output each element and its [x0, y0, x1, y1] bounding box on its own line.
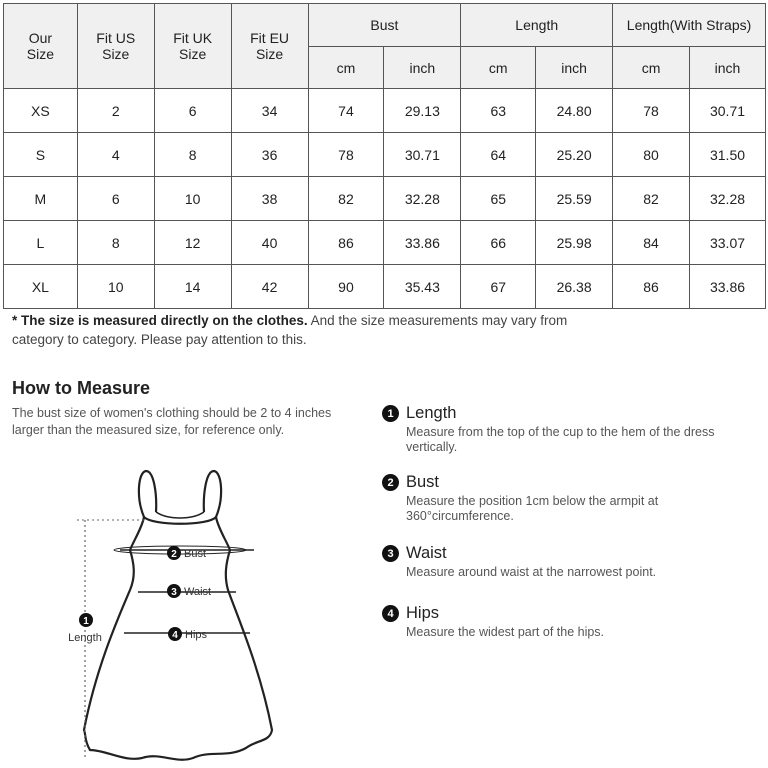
header-fit-us: Fit US Size [77, 4, 154, 89]
table-cell: 25.20 [536, 133, 613, 177]
table-row [4, 177, 766, 221]
subheader-inch: inch [536, 47, 613, 89]
table-cell: 30.71 [690, 89, 766, 133]
table-cell: 86 [613, 265, 690, 309]
step-number-badge: 2 [382, 474, 399, 491]
table-cell: 34 [231, 89, 308, 133]
size-chart-table [3, 3, 766, 309]
table-cell: 30.71 [384, 133, 461, 177]
step-title: Hips [406, 604, 440, 622]
table-cell: 82 [308, 177, 384, 221]
step-description: Measure the position 1cm below the armpit at 360°circumference. [406, 494, 659, 523]
header-length: Length [461, 4, 613, 47]
table-cell: 8 [77, 221, 154, 265]
table-cell: 6 [77, 177, 154, 221]
table-cell: 25.98 [536, 221, 613, 265]
table-cell: 42 [231, 265, 308, 309]
table-cell: 10 [154, 177, 231, 221]
table-cell: 84 [613, 221, 690, 265]
hips-label: Hips [185, 629, 208, 641]
table-cell: 6 [154, 89, 231, 133]
table-cell: 32.28 [690, 177, 766, 221]
bust-label: Bust [184, 548, 207, 560]
step-number-badge: 4 [382, 605, 399, 622]
table-row [4, 133, 766, 177]
table-cell: 90 [308, 265, 384, 309]
step-waist [382, 544, 752, 580]
size-note-bold: * The size is measured directly on the clothes. [12, 313, 308, 328]
table-cell: 31.50 [690, 133, 766, 177]
waist-label: Waist [184, 586, 212, 598]
table-cell: 35.43 [384, 265, 461, 309]
hips-number: 4 [172, 630, 178, 641]
subheader-cm: cm [308, 47, 384, 89]
table-cell: 14 [154, 265, 231, 309]
header-fit-uk: Fit UK Size [154, 4, 231, 89]
table-cell: 80 [613, 133, 690, 177]
table-cell: 12 [154, 221, 231, 265]
table-cell: 4 [77, 133, 154, 177]
subheader-inch: inch [384, 47, 461, 89]
header-bust: Bust [308, 4, 461, 47]
step-bust [382, 473, 752, 524]
step-number-badge: 3 [382, 545, 399, 562]
table-row [4, 89, 766, 133]
subheader-cm: cm [461, 47, 536, 89]
table-cell: L [4, 221, 78, 265]
step-description: Measure from the top of the cup to the hem of the dress vertically. [406, 425, 715, 454]
table-cell: 33.07 [690, 221, 766, 265]
header-length-with-straps: Length(With Straps) [613, 4, 766, 47]
size-note [12, 311, 612, 349]
dress-diagram [58, 468, 298, 768]
table-cell: 26.38 [536, 265, 613, 309]
size-note-rest: And the size measurements may vary from category to category. Please pay attention to this. [12, 313, 568, 347]
step-title: Waist [406, 544, 447, 562]
table-cell: 29.13 [384, 89, 461, 133]
step-description: Measure the widest part of the hips. [406, 625, 605, 639]
size-table-body [4, 89, 766, 309]
table-cell: 10 [77, 265, 154, 309]
table-cell: 67 [461, 265, 536, 309]
subheader-cm: cm [613, 47, 690, 89]
step-number-badge: 1 [382, 405, 399, 422]
table-cell: M [4, 177, 78, 221]
how-to-measure-description: The bust size of women's clothing should be 2 to 4 inches larger than the measured size, for reference only. [12, 406, 332, 437]
dress-illustration [58, 468, 298, 768]
table-cell: 8 [154, 133, 231, 177]
neckline [156, 512, 204, 518]
step-description: Measure around waist at the narrowest point. [406, 565, 657, 579]
table-cell: 66 [461, 221, 536, 265]
table-cell: 24.80 [536, 89, 613, 133]
left-strap [139, 471, 156, 517]
table-cell: 25.59 [536, 177, 613, 221]
table-cell: 33.86 [384, 221, 461, 265]
bust-number: 2 [171, 549, 177, 560]
table-cell: XS [4, 89, 78, 133]
step-title: Bust [406, 473, 440, 491]
table-cell: 65 [461, 177, 536, 221]
how-to-measure-title: How to Measure [12, 378, 151, 398]
table-cell: 86 [308, 221, 384, 265]
table-row [4, 265, 766, 309]
step-title: Length [406, 404, 457, 422]
table-cell: 64 [461, 133, 536, 177]
table-cell: 78 [308, 133, 384, 177]
waist-number: 3 [171, 587, 177, 598]
table-cell: 78 [613, 89, 690, 133]
table-cell: 82 [613, 177, 690, 221]
table-cell: 33.86 [690, 265, 766, 309]
step-hips [382, 604, 752, 640]
table-cell: 74 [308, 89, 384, 133]
table-cell: 40 [231, 221, 308, 265]
step-length [382, 404, 752, 455]
right-strap [204, 471, 221, 517]
subheader-inch: inch [690, 47, 766, 89]
length-label: Length [68, 632, 102, 644]
table-cell: XL [4, 265, 78, 309]
length-number: 1 [83, 616, 89, 627]
table-cell: 2 [77, 89, 154, 133]
header-fit-eu: Fit EU Size [231, 4, 308, 89]
table-cell: 32.28 [384, 177, 461, 221]
header-our-size: Our Size [4, 4, 78, 89]
table-cell: S [4, 133, 78, 177]
table-cell: 38 [231, 177, 308, 221]
table-row [4, 221, 766, 265]
table-cell: 36 [231, 133, 308, 177]
table-cell: 63 [461, 89, 536, 133]
